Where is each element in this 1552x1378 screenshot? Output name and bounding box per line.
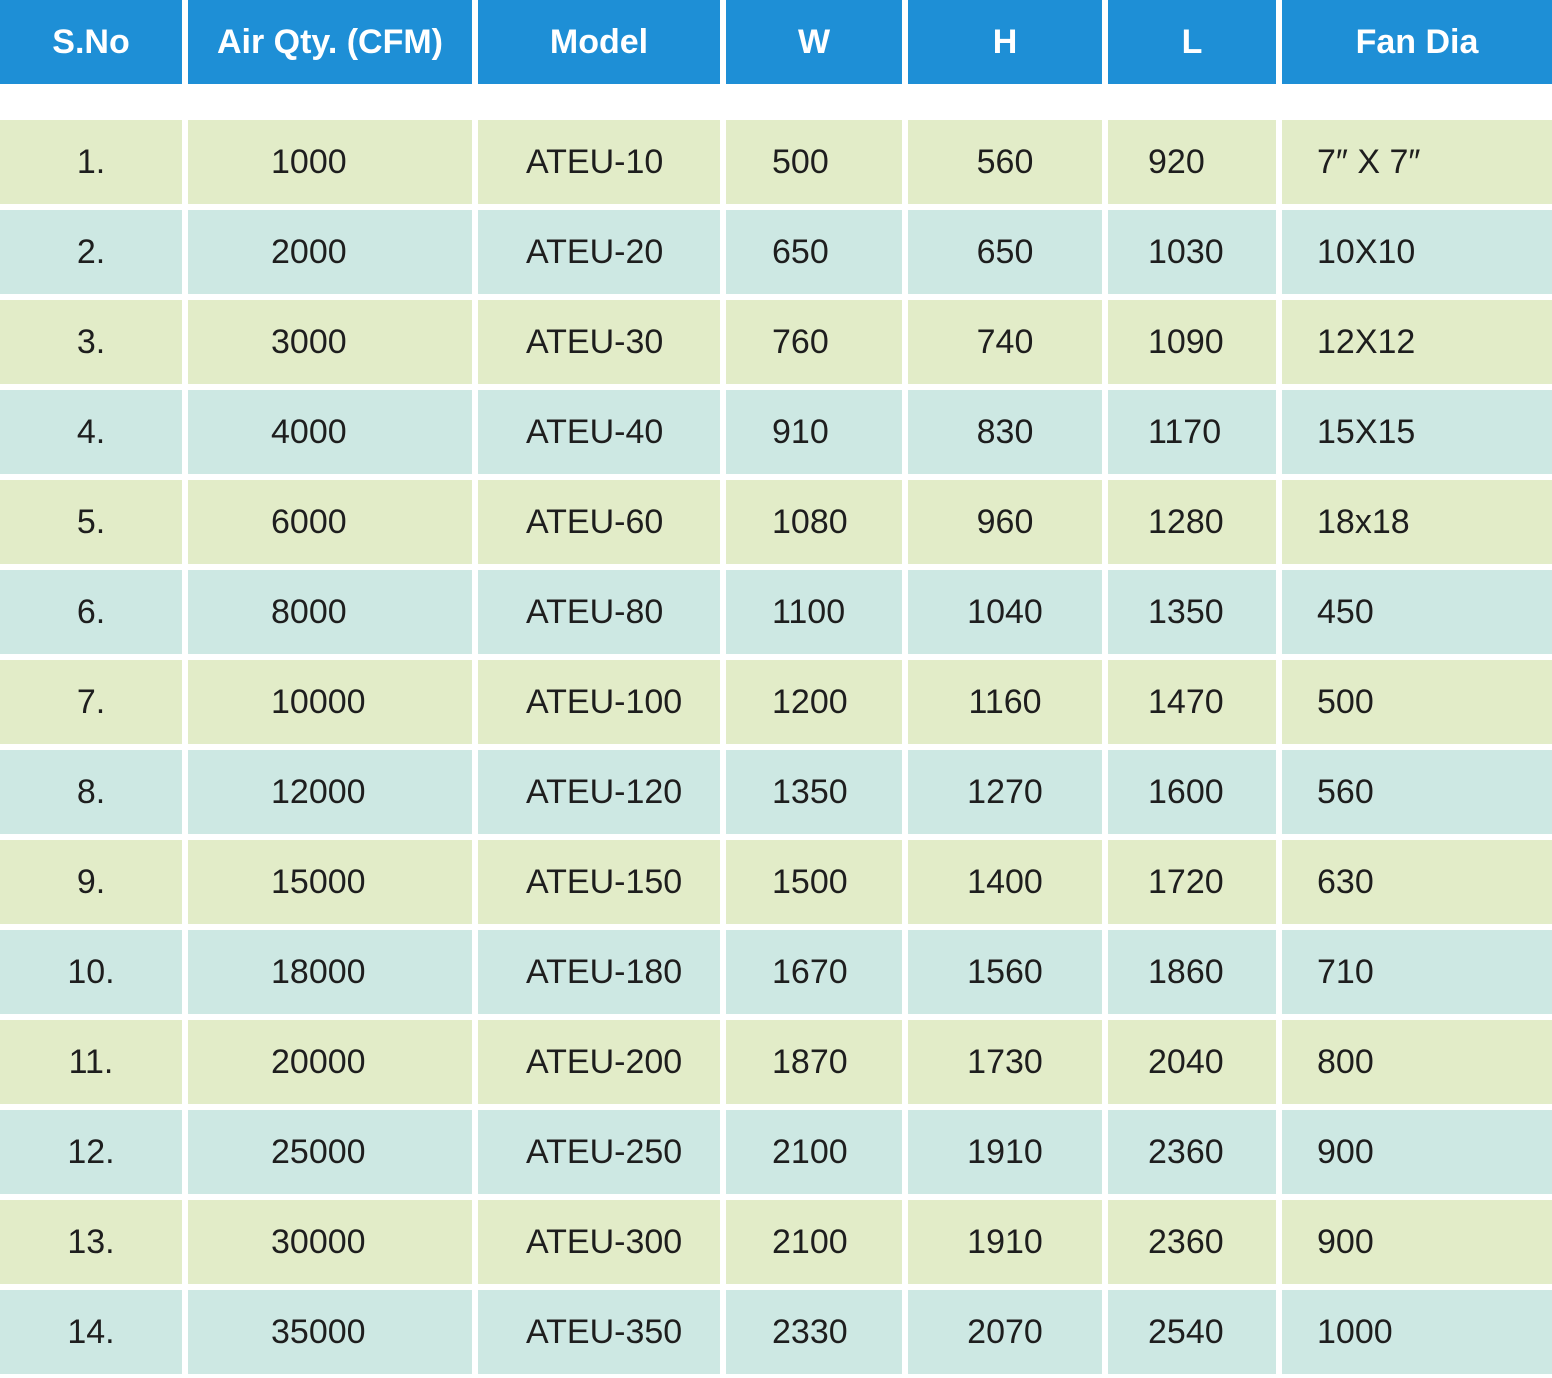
cell-air-qty: 6000 bbox=[188, 480, 472, 564]
cell-l: 1170 bbox=[1108, 390, 1276, 474]
cell-air-qty: 8000 bbox=[188, 570, 472, 654]
cell-fan-dia: 560 bbox=[1282, 750, 1552, 834]
cell-sno: 6. bbox=[0, 570, 182, 654]
cell-w: 760 bbox=[726, 300, 902, 384]
cell-air-qty: 3000 bbox=[188, 300, 472, 384]
cell-model: ATEU-120 bbox=[478, 750, 720, 834]
table-row bbox=[0, 660, 1552, 744]
table-row bbox=[0, 120, 1552, 204]
table-row bbox=[0, 480, 1552, 564]
cell-model: ATEU-150 bbox=[478, 840, 720, 924]
cell-h: 1910 bbox=[908, 1200, 1102, 1284]
cell-w: 1100 bbox=[726, 570, 902, 654]
cell-sno: 9. bbox=[0, 840, 182, 924]
cell-h: 1270 bbox=[908, 750, 1102, 834]
cell-sno: 5. bbox=[0, 480, 182, 564]
cell-sno: 10. bbox=[0, 930, 182, 1014]
cell-sno: 14. bbox=[0, 1290, 182, 1374]
cell-sno: 4. bbox=[0, 390, 182, 474]
cell-fan-dia: 15X15 bbox=[1282, 390, 1552, 474]
cell-w: 500 bbox=[726, 120, 902, 204]
cell-w: 1670 bbox=[726, 930, 902, 1014]
cell-h: 1910 bbox=[908, 1110, 1102, 1194]
cell-air-qty: 2000 bbox=[188, 210, 472, 294]
cell-w: 1200 bbox=[726, 660, 902, 744]
header-w: W bbox=[726, 0, 902, 84]
cell-air-qty: 15000 bbox=[188, 840, 472, 924]
cell-sno: 1. bbox=[0, 120, 182, 204]
cell-model: ATEU-30 bbox=[478, 300, 720, 384]
cell-l: 2040 bbox=[1108, 1020, 1276, 1104]
table-row bbox=[0, 300, 1552, 384]
header-fan-dia: Fan Dia bbox=[1282, 0, 1552, 84]
cell-h: 740 bbox=[908, 300, 1102, 384]
cell-fan-dia: 900 bbox=[1282, 1110, 1552, 1194]
cell-fan-dia: 800 bbox=[1282, 1020, 1552, 1104]
cell-sno: 3. bbox=[0, 300, 182, 384]
cell-w: 1080 bbox=[726, 480, 902, 564]
cell-h: 1560 bbox=[908, 930, 1102, 1014]
cell-air-qty: 12000 bbox=[188, 750, 472, 834]
cell-w: 2100 bbox=[726, 1110, 902, 1194]
table-row bbox=[0, 1290, 1552, 1374]
header-model: Model bbox=[478, 0, 720, 84]
cell-h: 2070 bbox=[908, 1290, 1102, 1374]
cell-w: 1500 bbox=[726, 840, 902, 924]
cell-sno: 7. bbox=[0, 660, 182, 744]
cell-model: ATEU-250 bbox=[478, 1110, 720, 1194]
cell-w: 650 bbox=[726, 210, 902, 294]
cell-fan-dia: 900 bbox=[1282, 1200, 1552, 1284]
table-row bbox=[0, 930, 1552, 1014]
cell-model: ATEU-100 bbox=[478, 660, 720, 744]
cell-fan-dia: 500 bbox=[1282, 660, 1552, 744]
table-row bbox=[0, 570, 1552, 654]
cell-l: 1090 bbox=[1108, 300, 1276, 384]
cell-sno: 12. bbox=[0, 1110, 182, 1194]
cell-w: 2330 bbox=[726, 1290, 902, 1374]
cell-fan-dia: 450 bbox=[1282, 570, 1552, 654]
cell-fan-dia: 1000 bbox=[1282, 1290, 1552, 1374]
cell-h: 1730 bbox=[908, 1020, 1102, 1104]
cell-model: ATEU-40 bbox=[478, 390, 720, 474]
cell-air-qty: 30000 bbox=[188, 1200, 472, 1284]
cell-l: 1720 bbox=[1108, 840, 1276, 924]
cell-model: ATEU-350 bbox=[478, 1290, 720, 1374]
cell-w: 910 bbox=[726, 390, 902, 474]
cell-fan-dia: 12X12 bbox=[1282, 300, 1552, 384]
table-row bbox=[0, 840, 1552, 924]
cell-fan-dia: 630 bbox=[1282, 840, 1552, 924]
cell-l: 2360 bbox=[1108, 1110, 1276, 1194]
cell-air-qty: 10000 bbox=[188, 660, 472, 744]
cell-fan-dia: 10X10 bbox=[1282, 210, 1552, 294]
cell-fan-dia: 710 bbox=[1282, 930, 1552, 1014]
cell-model: ATEU-60 bbox=[478, 480, 720, 564]
table-row bbox=[0, 1110, 1552, 1194]
header-sno: S.No bbox=[0, 0, 182, 84]
cell-l: 1600 bbox=[1108, 750, 1276, 834]
cell-h: 560 bbox=[908, 120, 1102, 204]
cell-sno: 8. bbox=[0, 750, 182, 834]
cell-l: 1860 bbox=[1108, 930, 1276, 1014]
cell-l: 1280 bbox=[1108, 480, 1276, 564]
cell-fan-dia: 7″ X 7″ bbox=[1282, 120, 1552, 204]
cell-air-qty: 4000 bbox=[188, 390, 472, 474]
cell-h: 650 bbox=[908, 210, 1102, 294]
cell-h: 830 bbox=[908, 390, 1102, 474]
cell-sno: 2. bbox=[0, 210, 182, 294]
cell-l: 1030 bbox=[1108, 210, 1276, 294]
cell-w: 1350 bbox=[726, 750, 902, 834]
table-header-row bbox=[0, 0, 1552, 84]
cell-l: 2540 bbox=[1108, 1290, 1276, 1374]
cell-l: 1350 bbox=[1108, 570, 1276, 654]
cell-model: ATEU-20 bbox=[478, 210, 720, 294]
cell-air-qty: 35000 bbox=[188, 1290, 472, 1374]
table-row bbox=[0, 390, 1552, 474]
cell-h: 1400 bbox=[908, 840, 1102, 924]
cell-fan-dia: 18x18 bbox=[1282, 480, 1552, 564]
cell-air-qty: 18000 bbox=[188, 930, 472, 1014]
cell-air-qty: 25000 bbox=[188, 1110, 472, 1194]
cell-air-qty: 1000 bbox=[188, 120, 472, 204]
cell-h: 1040 bbox=[908, 570, 1102, 654]
cell-w: 2100 bbox=[726, 1200, 902, 1284]
table-row bbox=[0, 1020, 1552, 1104]
cell-l: 920 bbox=[1108, 120, 1276, 204]
header-air-qty: Air Qty. (CFM) bbox=[188, 0, 472, 84]
cell-model: ATEU-200 bbox=[478, 1020, 720, 1104]
table-row bbox=[0, 1200, 1552, 1284]
table-row bbox=[0, 750, 1552, 834]
cell-model: ATEU-300 bbox=[478, 1200, 720, 1284]
cell-air-qty: 20000 bbox=[188, 1020, 472, 1104]
table-row bbox=[0, 210, 1552, 294]
cell-sno: 11. bbox=[0, 1020, 182, 1104]
cell-model: ATEU-10 bbox=[478, 120, 720, 204]
cell-model: ATEU-80 bbox=[478, 570, 720, 654]
cell-h: 960 bbox=[908, 480, 1102, 564]
header-h: H bbox=[908, 0, 1102, 84]
cell-h: 1160 bbox=[908, 660, 1102, 744]
cell-l: 2360 bbox=[1108, 1200, 1276, 1284]
cell-w: 1870 bbox=[726, 1020, 902, 1104]
cell-l: 1470 bbox=[1108, 660, 1276, 744]
cell-sno: 13. bbox=[0, 1200, 182, 1284]
cell-model: ATEU-180 bbox=[478, 930, 720, 1014]
header-l: L bbox=[1108, 0, 1276, 84]
